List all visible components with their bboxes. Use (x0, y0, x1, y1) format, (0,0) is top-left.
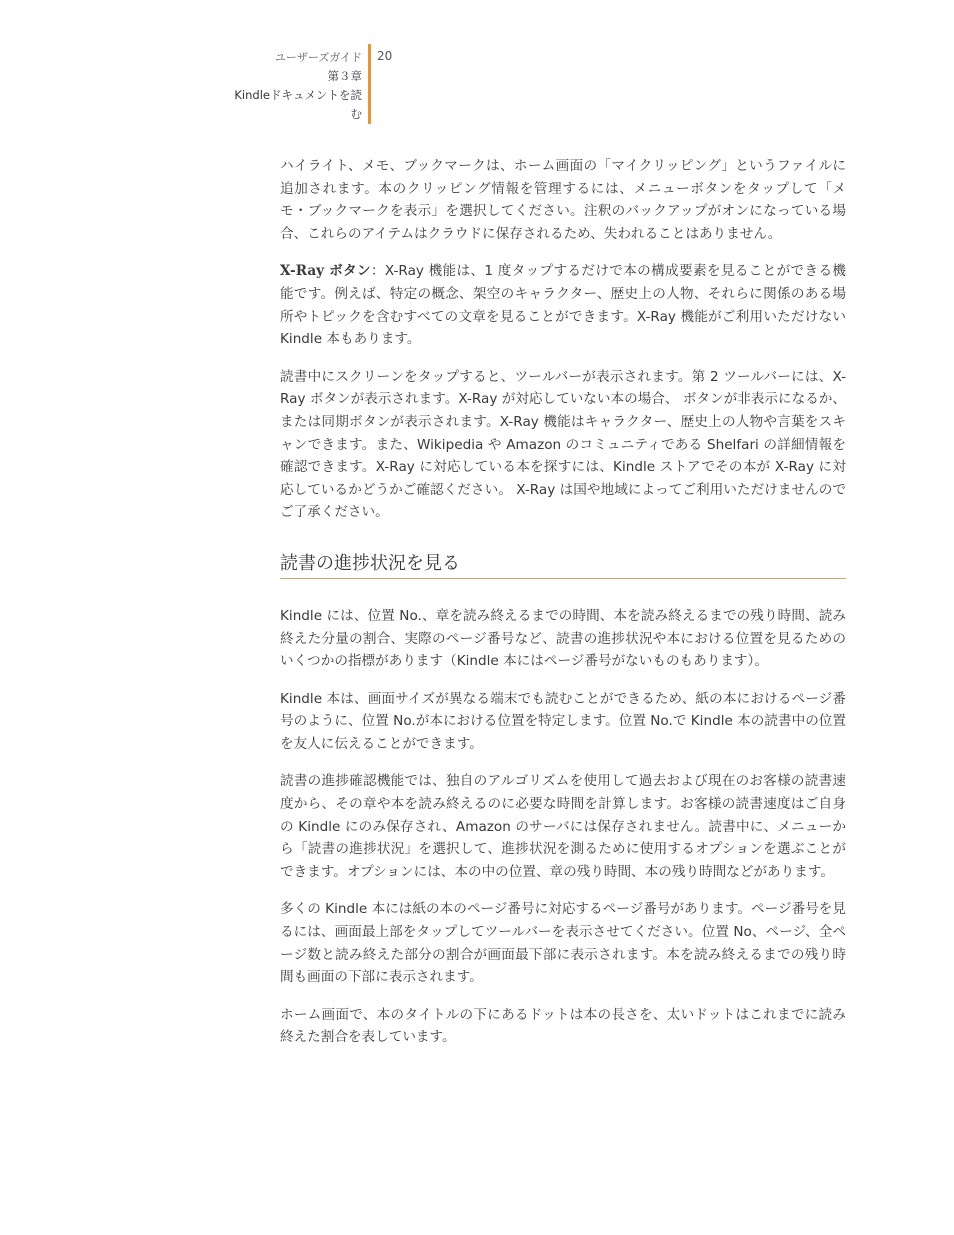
xray-button-term: X-Ray ボタン (280, 263, 371, 280)
paragraph-page-numbers (280, 898, 846, 988)
paragraph-text: Kindle 本は、画面サイズが異なる端末でも読むことができるため、紙の本におけるページ番号のように、位置 No.が本における位置を特定します。位置 No.で Kindle 本の読書中の位置を友人に伝えることができます。 (280, 690, 846, 752)
paragraph-clippings (280, 155, 846, 245)
running-header (180, 44, 420, 124)
paragraph-indicators (280, 605, 846, 673)
paragraph-toolbar (280, 366, 846, 524)
paragraph-text: ホーム画面で、本のタイトルの下にあるドットは本の長さを、太いドットはこれまでに読み終えた割合を表しています。 (280, 1006, 846, 1046)
paragraph-text: 読書の進捗確認機能では、独自のアルゴリズムを使用して過去および現在のお客様の読書速度から、その章や本を読み終えるのに必要な時間を計算します。お客様の読書速度はご自身の Kindle にのみ保存され、Amazon のサーバには保存されません。読書中に、メニューから「読書の進捗状況」を選択して、進捗状況を測るために使用するオプションを選ぶことができます。オプションには、本の中の位置、章の残り時間、本の残り時間などがあります。 (280, 773, 846, 880)
page-number: 20 (377, 49, 393, 63)
header-accent-bar (368, 44, 371, 124)
paragraph-text: ハイライト、メモ、ブックマークは、ホーム画面の「マイクリッピング」というファイルに追加されます。本のクリッピング情報を管理するには、メニューボタンをタップして「メモ・ブックマークを表示」を選択してください。注釈のバックアップがオンになっている場合、これらのアイテムはクラウドに保存されるため、失われることはありません。 (280, 158, 846, 242)
paragraph-text: 読書中にスクリーンをタップすると、ツールバーが表示されます。第 2 ツールバーには、X-Ray ボタンが表示されます。X-Ray が対応していない本の場合、 ボタンが非表示になるか、または同期ボタンが表示されます。X-Ray 機能はキャラクター、歴史上の人物や言葉をスキャンできます。また、Wikipedia や Amazon のコミュニティである Shelfari の詳細情報を確認できます。X-Ray に対応している本を探すには、Kindle ストアでその本が X-Ray に対応しているかどうかご確認ください。 X-Ray は国や地域によってご利用いただけませんのでご了承ください。 (280, 368, 846, 521)
paragraph-home-dots (280, 1004, 846, 1049)
paragraph-location-no (280, 688, 846, 756)
chapter-title-line2: む (350, 107, 362, 121)
paragraph-xray-button (280, 260, 846, 350)
main-content (280, 155, 846, 1064)
chapter-title-line1: Kindleドキュメントを読 (234, 88, 362, 102)
header-labels (172, 48, 362, 124)
paragraph-text: Kindle には、位置 No.、章を読み終えるまでの時間、本を読み終えるまでの残り時間、読み終えた分量の割合、実際のページ番号など、読書の進捗状況や本における位置を見るためのいくつかの指標があります（Kindle 本にはページ番号がないものもあります）。 (280, 607, 846, 670)
paragraph-text: ：X-Ray 機能は、1 度タップするだけで本の構成要素を見ることができる機能です。例えば、特定の概念、架空のキャラクター、歴史上の人物、それらに関係のある場所やトピックを含むすべての文章を見ることができます。X-Ray 機能がご利用いただけない Kindle 本もあります。 (280, 263, 846, 348)
guide-label: ユーザーズガイド (274, 51, 362, 64)
paragraph-text: 多くの Kindle 本には紙の本のページ番号に対応するページ番号があります。ページ番号を見るには、画面最上部をタップしてツールバーを表示させてください。位置 No、ページ、全ページ数と読み終えた部分の割合が画面最下部に表示されます。本を読み終えるまでの残り時間も画面の下部に表示されます。 (280, 901, 846, 986)
paragraph-progress-feature (280, 770, 846, 883)
section-heading-reading-progress: 読書の進捗状況を見る (280, 552, 846, 579)
chapter-label: 第３章 (327, 69, 362, 83)
